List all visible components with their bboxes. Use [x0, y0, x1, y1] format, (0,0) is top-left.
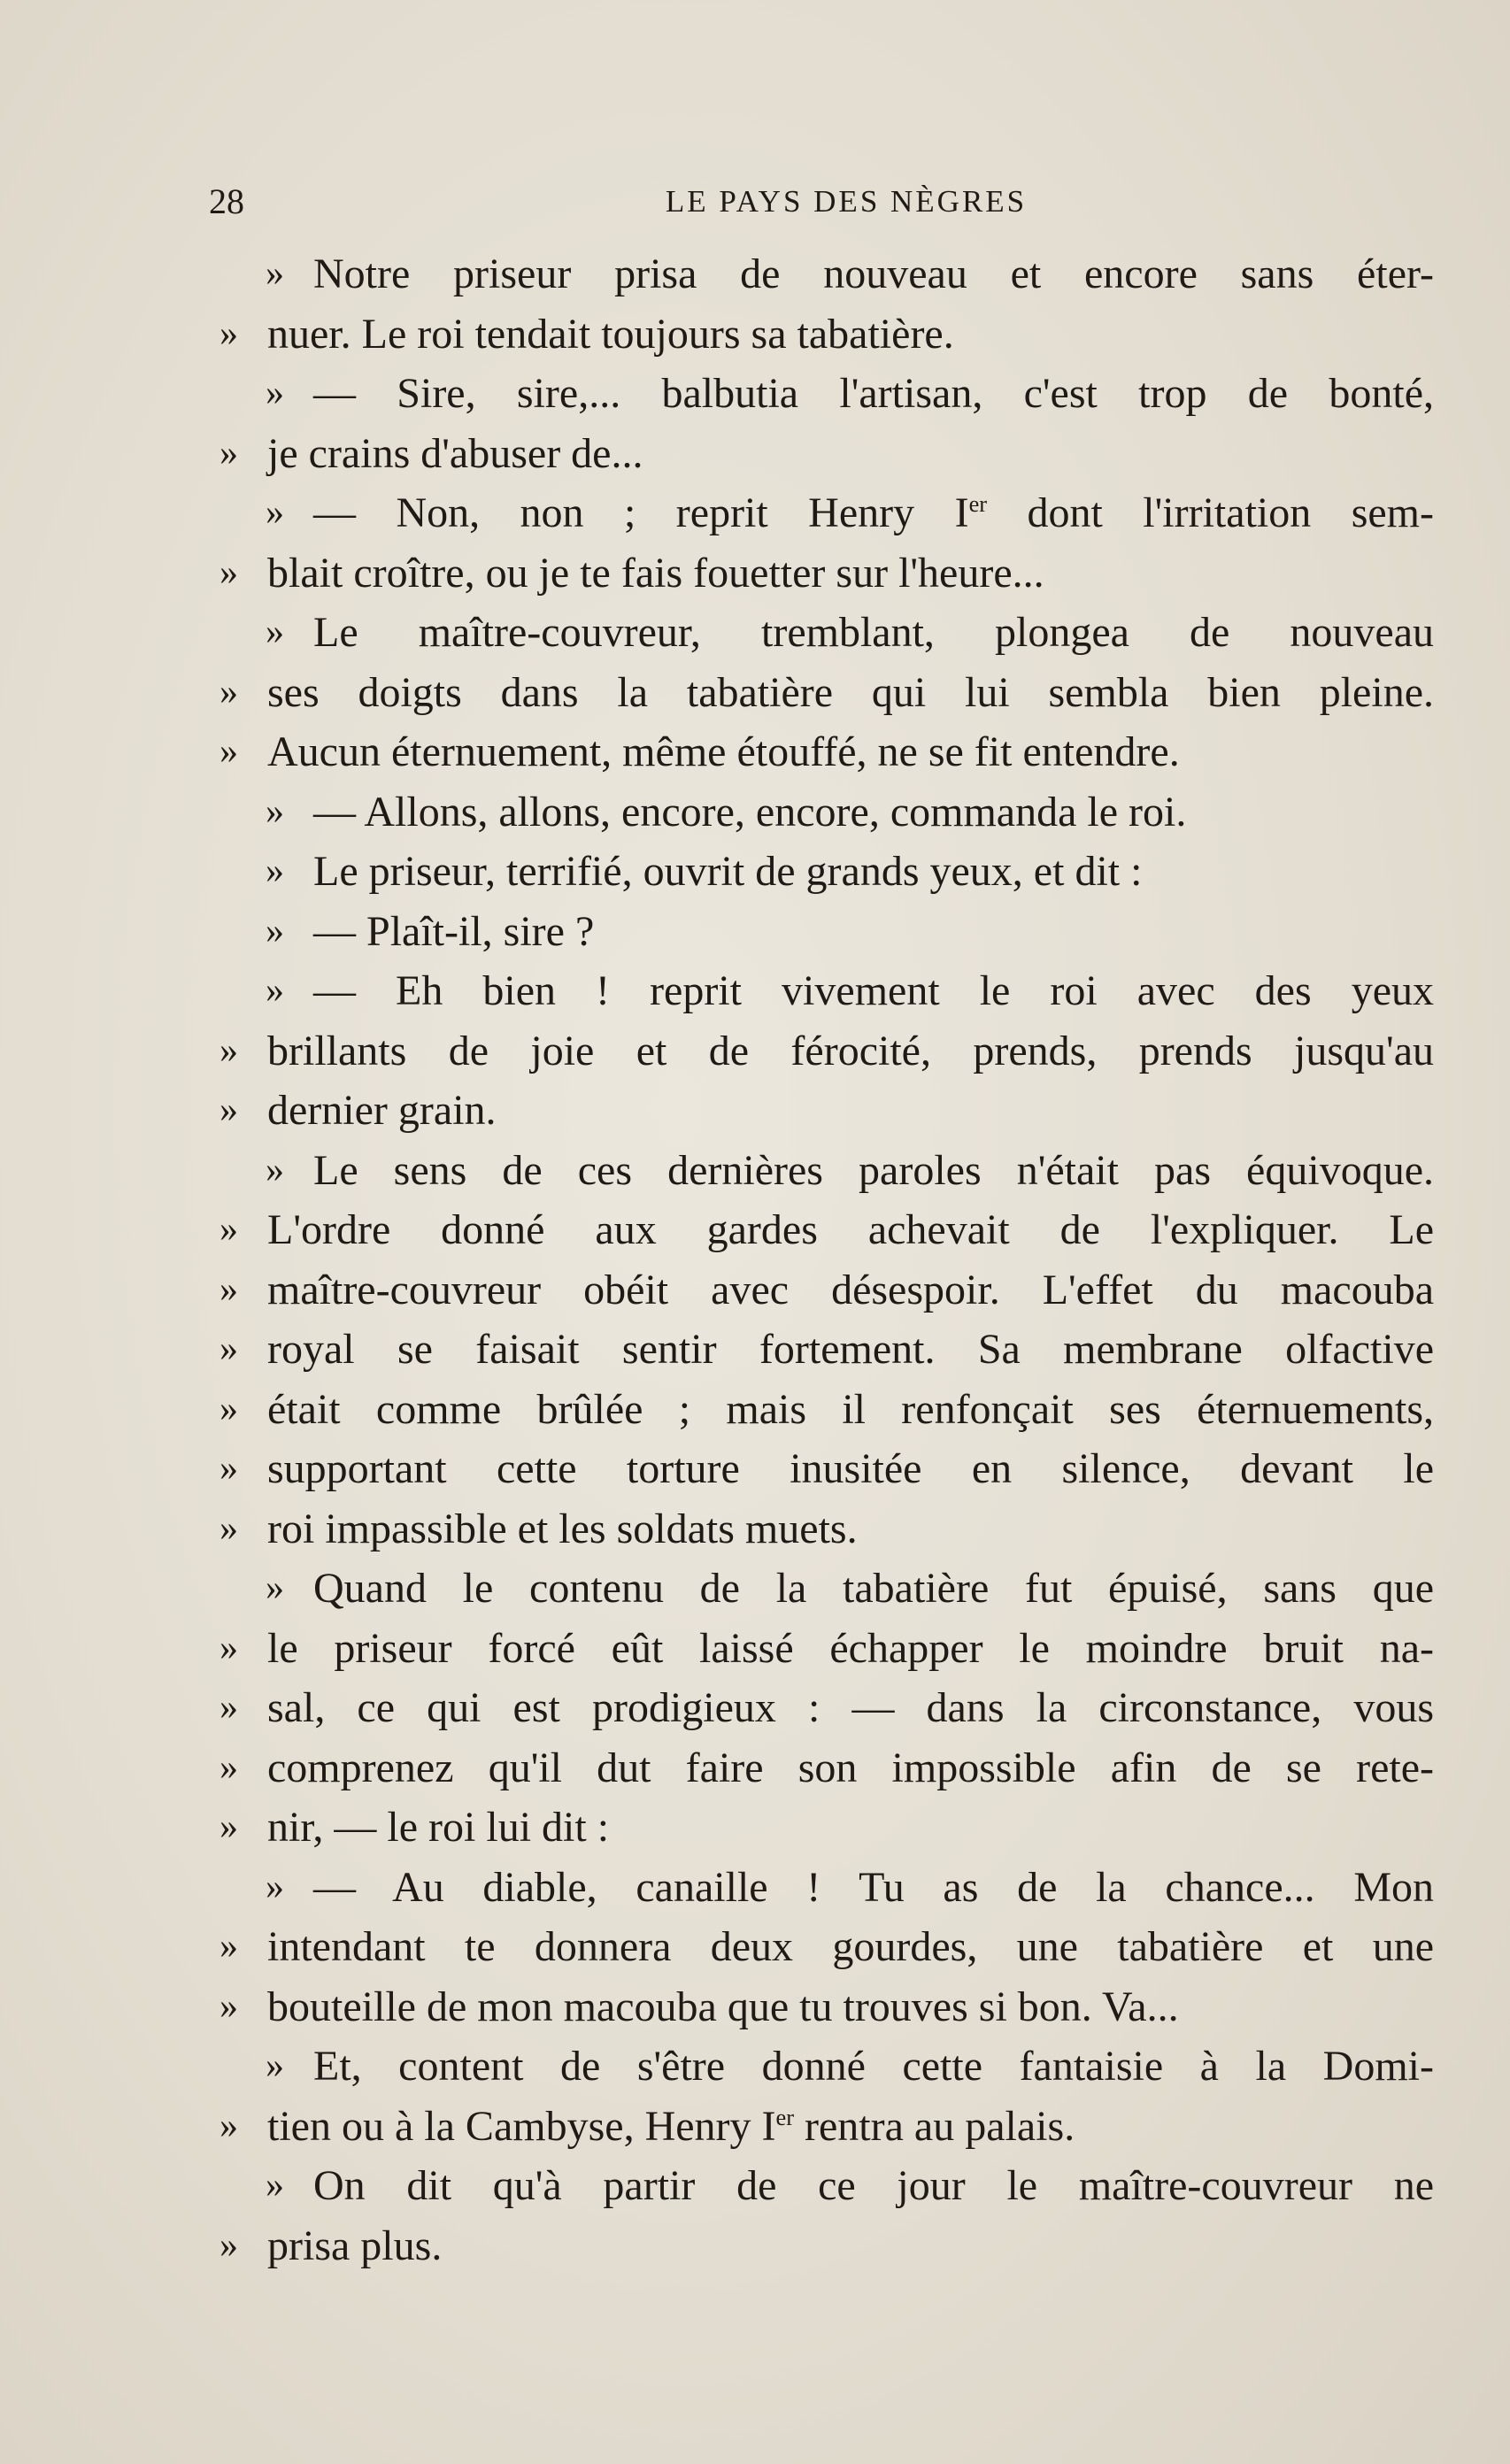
guillemet-mark: »	[220, 1687, 238, 1728]
guillemet-mark: »	[266, 970, 284, 1011]
guillemet-mark: »	[266, 1149, 284, 1190]
guillemet-mark: »	[220, 551, 238, 593]
text-line	[205, 1678, 1434, 1738]
text-line	[205, 1021, 1434, 1082]
line-text: royal se faisait sentir fortement. Sa membrane olfactive	[267, 1326, 1434, 1373]
text-line	[205, 961, 1434, 1021]
text-line	[205, 304, 1434, 365]
text-line	[205, 1798, 1434, 1858]
line-text: bouteille de mon macouba que tu trouves si bon. Va...	[267, 1983, 1179, 2030]
guillemet-mark: »	[266, 790, 284, 832]
text-line	[205, 1858, 1434, 1918]
line-text: — Plaît-il, sire ?	[313, 907, 595, 955]
guillemet-mark: »	[220, 1328, 238, 1369]
guillemet-mark: »	[220, 1806, 238, 1847]
guillemet-mark: »	[266, 910, 284, 951]
line-text: — Eh bien ! reprit vivement le roi avec des yeux	[313, 967, 1434, 1014]
line-text: dernier grain.	[267, 1087, 497, 1134]
text-line	[205, 663, 1434, 723]
line-text: Le maître-couvreur, tremblant, plongea de nouveau	[313, 609, 1434, 656]
line-text: Quand le contenu de la tabatière fut épuisé, sans que	[313, 1565, 1434, 1612]
line-text: sal, ce qui est prodigieux : — dans la circonstance, vous	[267, 1684, 1434, 1731]
text-line	[205, 2037, 1434, 2097]
line-text: ses doigts dans la tabatière qui lui sembla bien pleine.	[267, 668, 1434, 716]
guillemet-mark: »	[220, 671, 238, 712]
guillemet-mark: »	[266, 1567, 284, 1608]
guillemet-mark: »	[220, 1029, 238, 1071]
line-text: — Au diable, canaille ! Tu as de la chance... Mon	[313, 1863, 1434, 1911]
guillemet-mark: »	[220, 1985, 238, 2027]
text-line	[205, 1260, 1434, 1321]
text-line	[205, 603, 1434, 663]
guillemet-mark: »	[220, 1388, 238, 1429]
guillemet-mark: »	[266, 851, 284, 891]
guillemet-mark: »	[266, 253, 284, 294]
text-line	[205, 842, 1434, 902]
line-text: nuer. Le roi tendait toujours sa tabatière.	[267, 310, 954, 358]
text-line	[205, 1499, 1434, 1559]
guillemet-mark: »	[266, 1866, 284, 1907]
line-text: maître-couvreur obéit avec désespoir. L'effet du macouba	[267, 1266, 1434, 1313]
line-text: Notre priseur prisa de nouveau et encore sans éter-	[313, 250, 1434, 297]
text-line	[205, 2097, 1434, 2157]
guillemet-mark: »	[220, 1090, 238, 1130]
page-number: 28	[209, 181, 244, 221]
text-line	[205, 2216, 1434, 2276]
line-text: — Non, non ; reprit Henry Ier dont l'irritation sem-	[313, 489, 1434, 536]
guillemet-mark: »	[220, 432, 238, 474]
line-text: supportant cette torture inusitée en silence, devant le	[267, 1445, 1434, 1492]
guillemet-mark: »	[266, 373, 284, 413]
line-text: roi impassible et les soldats muets.	[267, 1505, 858, 1552]
line-text: comprenez qu'il dut faire son impossible afin de se rete-	[267, 1744, 1434, 1791]
text-line	[205, 1738, 1434, 1798]
guillemet-mark: »	[220, 1448, 238, 1489]
guillemet-mark: »	[220, 1268, 238, 1310]
superscript: er	[968, 490, 988, 517]
text-line	[205, 1081, 1434, 1141]
line-text: intendant te donnera deux gourdes, une tabatière et une	[267, 1923, 1434, 1970]
line-text: tien ou à la Cambyse, Henry Ier rentra au palais.	[267, 2102, 1075, 2150]
body-text	[205, 244, 1434, 2275]
text-line	[205, 1320, 1434, 1380]
line-text: Et, content de s'être donné cette fantaisie à la Domi-	[313, 2043, 1434, 2090]
superscript: er	[775, 2103, 795, 2130]
text-line	[205, 364, 1434, 424]
text-line	[205, 1619, 1434, 1679]
guillemet-mark: »	[220, 312, 238, 354]
text-line	[205, 722, 1434, 782]
page-header	[209, 175, 1430, 228]
guillemet-mark: »	[266, 492, 284, 533]
text-line	[205, 424, 1434, 484]
guillemet-mark: »	[266, 2045, 284, 2086]
line-text: brillants de joie et de férocité, prends, prends jusqu'au	[267, 1027, 1434, 1074]
line-text: nir, — le roi lui dit :	[267, 1804, 610, 1851]
text-line	[205, 2156, 1434, 2216]
text-line	[205, 1380, 1434, 1440]
running-title: LE PAYS DES NÈGRES	[665, 184, 1028, 219]
guillemet-mark: »	[220, 1926, 238, 1967]
text-line	[205, 782, 1434, 843]
line-text: le priseur forcé eût laissé échapper le moindre bruit na-	[267, 1624, 1434, 1672]
text-line	[205, 244, 1434, 304]
text-line	[205, 543, 1434, 604]
guillemet-mark: »	[220, 1627, 238, 1668]
line-text: était comme brûlée ; mais il renfonçait ses éternuements,	[267, 1385, 1434, 1433]
guillemet-mark: »	[220, 731, 238, 772]
text-line	[205, 1977, 1434, 2037]
line-text: L'ordre donné aux gardes achevait de l'expliquer. Le	[267, 1206, 1434, 1253]
line-text: Aucun éternuement, même étouffé, ne se fit entendre.	[267, 728, 1180, 775]
text-line	[205, 902, 1434, 962]
guillemet-mark: »	[220, 1209, 238, 1250]
guillemet-mark: »	[220, 1507, 238, 1549]
text-line	[205, 1200, 1434, 1260]
line-text: blait croître, ou je te fais fouetter sur l'heure...	[267, 549, 1044, 597]
text-line	[205, 1439, 1434, 1499]
guillemet-mark: »	[220, 2105, 238, 2146]
guillemet-mark: »	[266, 2165, 284, 2206]
line-text: On dit qu'à partir de ce jour le maître-couvreur ne	[313, 2162, 1434, 2209]
line-text: prisa plus.	[267, 2221, 443, 2269]
line-text: Le sens de ces dernières paroles n'était pas équivoque.	[313, 1146, 1434, 1194]
text-line	[205, 483, 1434, 543]
guillemet-mark: »	[220, 2224, 238, 2266]
text-line	[205, 1141, 1434, 1201]
guillemet-mark: »	[266, 612, 284, 652]
line-text: — Sire, sire,... balbutia l'artisan, c'est trop de bonté,	[313, 370, 1434, 417]
text-line	[205, 1917, 1434, 1977]
line-text: je crains d'abuser de...	[267, 429, 643, 477]
line-text: Le priseur, terrifié, ouvrit de grands yeux, et dit :	[313, 848, 1143, 895]
text-line	[205, 1559, 1434, 1619]
guillemet-mark: »	[220, 1746, 238, 1788]
line-text: — Allons, allons, encore, encore, commanda le roi.	[313, 788, 1187, 835]
